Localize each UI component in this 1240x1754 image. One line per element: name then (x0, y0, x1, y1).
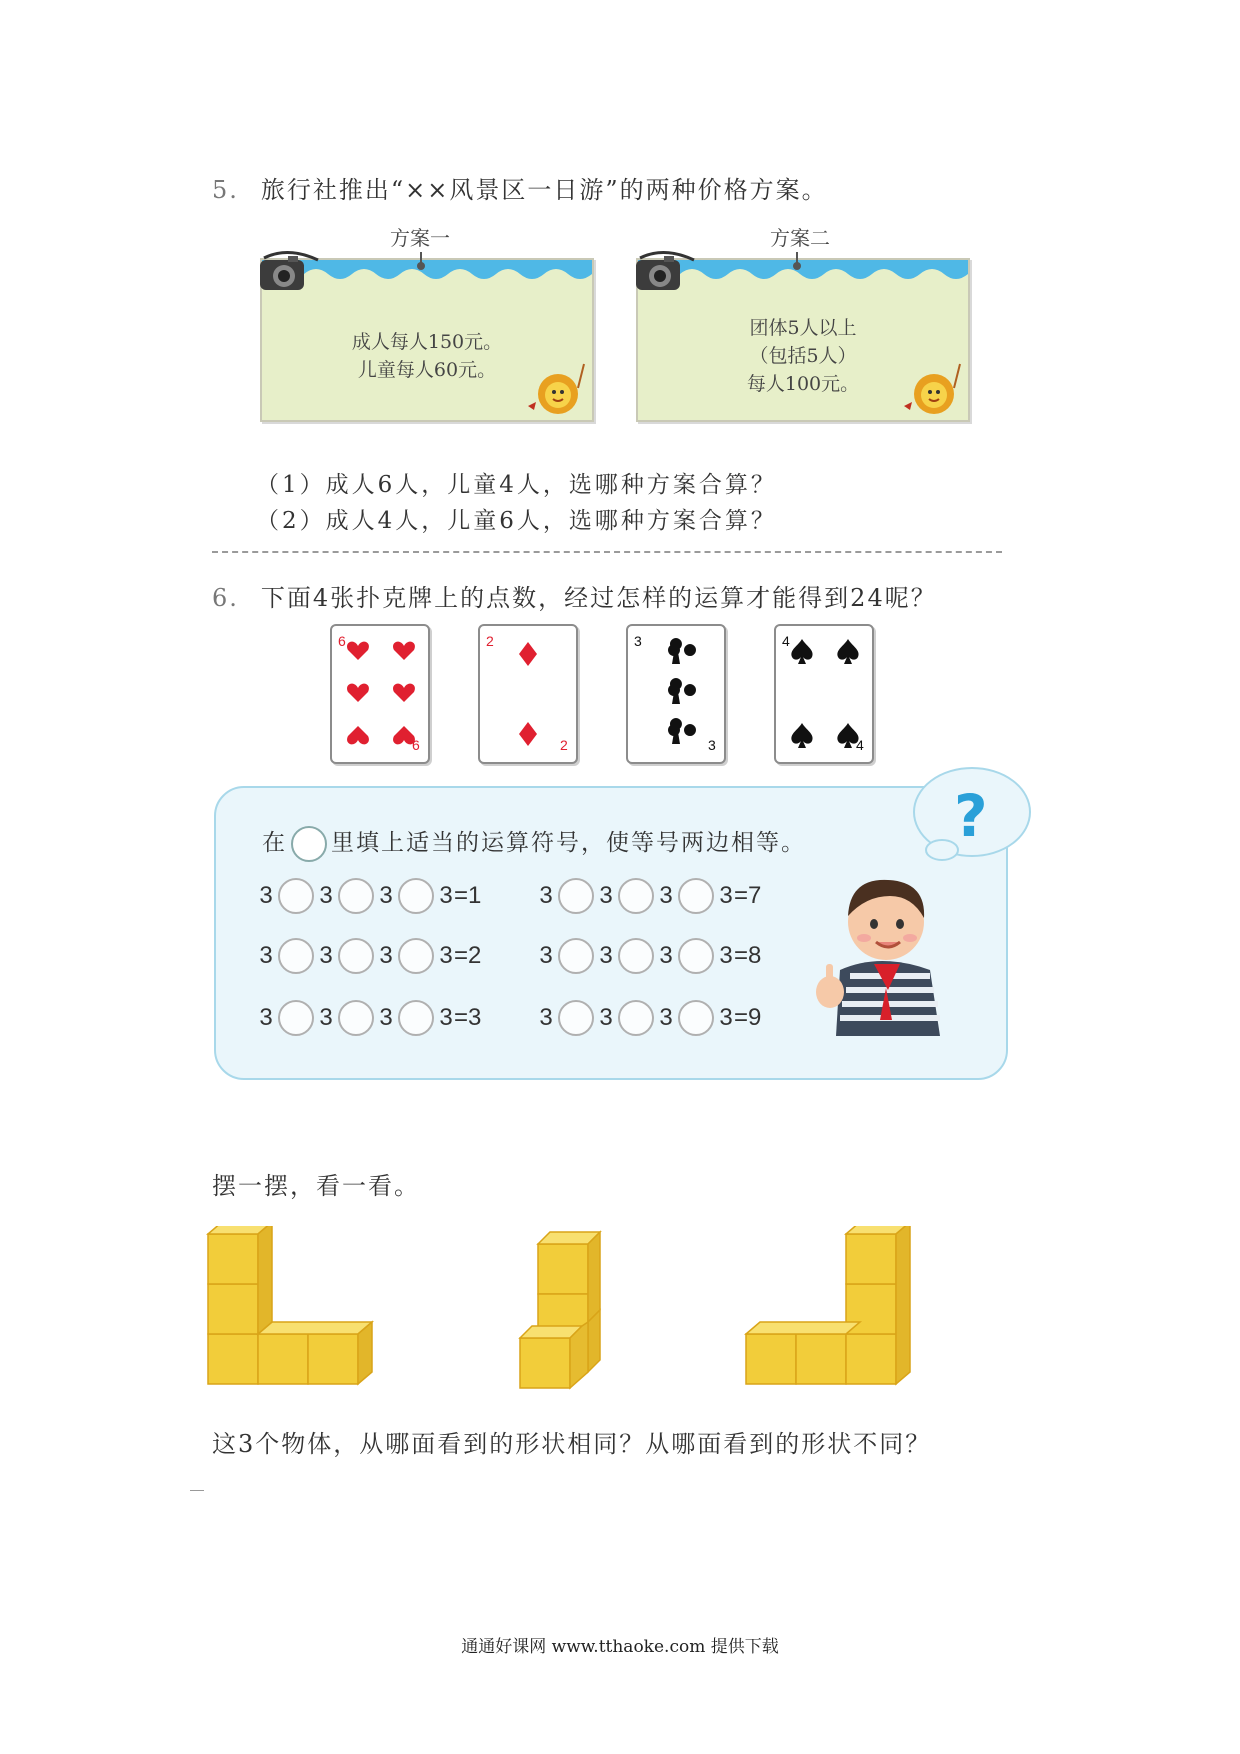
pin-icon (792, 252, 802, 272)
digit: 3 (439, 882, 453, 909)
operator-blank[interactable] (618, 938, 654, 974)
operator-blank[interactable] (678, 1000, 714, 1036)
digit: 3 (439, 1004, 453, 1031)
operator-blank[interactable] (558, 878, 594, 914)
q6-number: 6. (212, 584, 239, 612)
operator-blank[interactable] (558, 1000, 594, 1036)
question-mark-icon: ? (954, 782, 988, 850)
card-face (332, 626, 428, 762)
playing-card-six-hearts (330, 624, 430, 764)
lion-icon (900, 358, 964, 418)
equation-result: =9 (734, 1004, 762, 1031)
lion-icon (524, 358, 588, 418)
equation-row (538, 938, 761, 974)
cube-stack-figure-1 (206, 1226, 386, 1400)
playing-card-two-diamonds (478, 624, 578, 764)
digit: 3 (659, 882, 673, 909)
equation-row (538, 878, 761, 914)
plan2-line-3: 每人100元。 (746, 373, 860, 395)
plan2-label: 方案二 (770, 226, 830, 250)
operator-blank[interactable] (678, 938, 714, 974)
card-rank-bottom: 6 (412, 737, 420, 753)
digit: 3 (379, 882, 393, 909)
operator-blank[interactable] (278, 878, 314, 914)
equation-result: =1 (454, 882, 482, 909)
camera-icon (258, 248, 330, 296)
cube-stack-figure-2 (518, 1226, 628, 1400)
equation-row (258, 1000, 481, 1036)
footer-credit: 通通好课网 www.tthaoke.com 提供下载 (461, 1637, 779, 1657)
equation-result: =8 (734, 942, 762, 969)
digit: 3 (539, 882, 553, 909)
equation-result: =2 (454, 942, 482, 969)
plan2-line-1: 团体5人以上 (749, 317, 857, 339)
thought-bubble (902, 760, 1038, 872)
puzzle-instruction (262, 824, 806, 862)
digit: 3 (659, 1004, 673, 1031)
digit: 3 (719, 1004, 733, 1031)
camera-icon (634, 248, 706, 296)
card-rank-top: 6 (338, 633, 346, 649)
q5-number: 5. (212, 176, 239, 204)
instruction-suffix: 里填上适当的运算符号，使等号两边相等。 (331, 830, 806, 856)
card-face (480, 626, 576, 762)
instruction-prefix: 在 (262, 830, 287, 856)
pin-icon (416, 252, 426, 272)
plan1-label: 方案一 (390, 226, 450, 250)
section-divider (212, 551, 1002, 553)
card-face (776, 626, 872, 762)
operator-blank[interactable] (558, 938, 594, 974)
equation-row (258, 878, 481, 914)
digit: 3 (319, 1004, 333, 1031)
equation-result: =3 (454, 1004, 482, 1031)
operator-blank[interactable] (618, 1000, 654, 1036)
operator-blank[interactable] (618, 878, 654, 914)
operator-blank[interactable] (278, 1000, 314, 1036)
equation-row (258, 938, 481, 974)
digit: 3 (719, 942, 733, 969)
digit: 3 (719, 882, 733, 909)
digit: 3 (319, 882, 333, 909)
digit: 3 (379, 1004, 393, 1031)
equation-result: =7 (734, 882, 762, 909)
digit: 3 (539, 1004, 553, 1031)
operator-blank[interactable] (398, 878, 434, 914)
q7-title: 摆一摆，看一看。 (212, 1172, 420, 1200)
card-rank-top: 3 (634, 633, 642, 649)
q5-subquestion-2: （2）成人4人，儿童6人，选哪种方案合算？ (256, 508, 777, 534)
q5-subquestion-1: （1）成人6人，儿童4人，选哪种方案合算？ (256, 472, 777, 498)
operator-blank[interactable] (678, 878, 714, 914)
digit: 3 (599, 942, 613, 969)
plan1-line-2: 儿童每人60元。 (357, 359, 497, 381)
equation-row (538, 1000, 761, 1036)
operator-blank[interactable] (338, 938, 374, 974)
card-rank-bottom: 3 (708, 737, 716, 753)
card-rank-bottom: 2 (560, 737, 568, 753)
card-rank-top: 4 (782, 633, 790, 649)
digit: 3 (259, 1004, 273, 1031)
plan2-line-2: （包括5人） (749, 345, 857, 367)
digit: 3 (539, 942, 553, 969)
operator-blank[interactable] (398, 1000, 434, 1036)
digit: 3 (599, 1004, 613, 1031)
card-rank-top: 2 (486, 633, 494, 649)
blank-circle-icon (291, 826, 327, 862)
plan1-line-1: 成人每人150元。 (351, 331, 503, 353)
q7-question: 这3个物体，从哪面看到的形状相同？从哪面看到的形状不同？ (212, 1430, 932, 1458)
cube-stack-figure-3 (744, 1226, 924, 1400)
operator-blank[interactable] (338, 1000, 374, 1036)
digit: 3 (659, 942, 673, 969)
q6-title: 下面4张扑克牌上的点数，经过怎样的运算才能得到24呢？ (260, 584, 937, 612)
operator-blank[interactable] (398, 938, 434, 974)
q5-title-row (212, 170, 828, 205)
digit: 3 (439, 942, 453, 969)
playing-card-four-spades (774, 624, 874, 764)
q5-title: 旅行社推出“××风景区一日游”的两种价格方案。 (260, 176, 828, 204)
digit: 3 (379, 942, 393, 969)
card-rank-bottom: 4 (856, 737, 864, 753)
operator-blank[interactable] (278, 938, 314, 974)
digit: 3 (259, 942, 273, 969)
digit: 3 (319, 942, 333, 969)
q6-title-row (212, 578, 937, 613)
digit: 3 (259, 882, 273, 909)
boy-illustration (800, 860, 970, 1040)
playing-card-three-clubs (626, 624, 726, 764)
card-face (628, 626, 724, 762)
margin-mark (190, 1490, 204, 1491)
digit: 3 (599, 882, 613, 909)
operator-blank[interactable] (338, 878, 374, 914)
